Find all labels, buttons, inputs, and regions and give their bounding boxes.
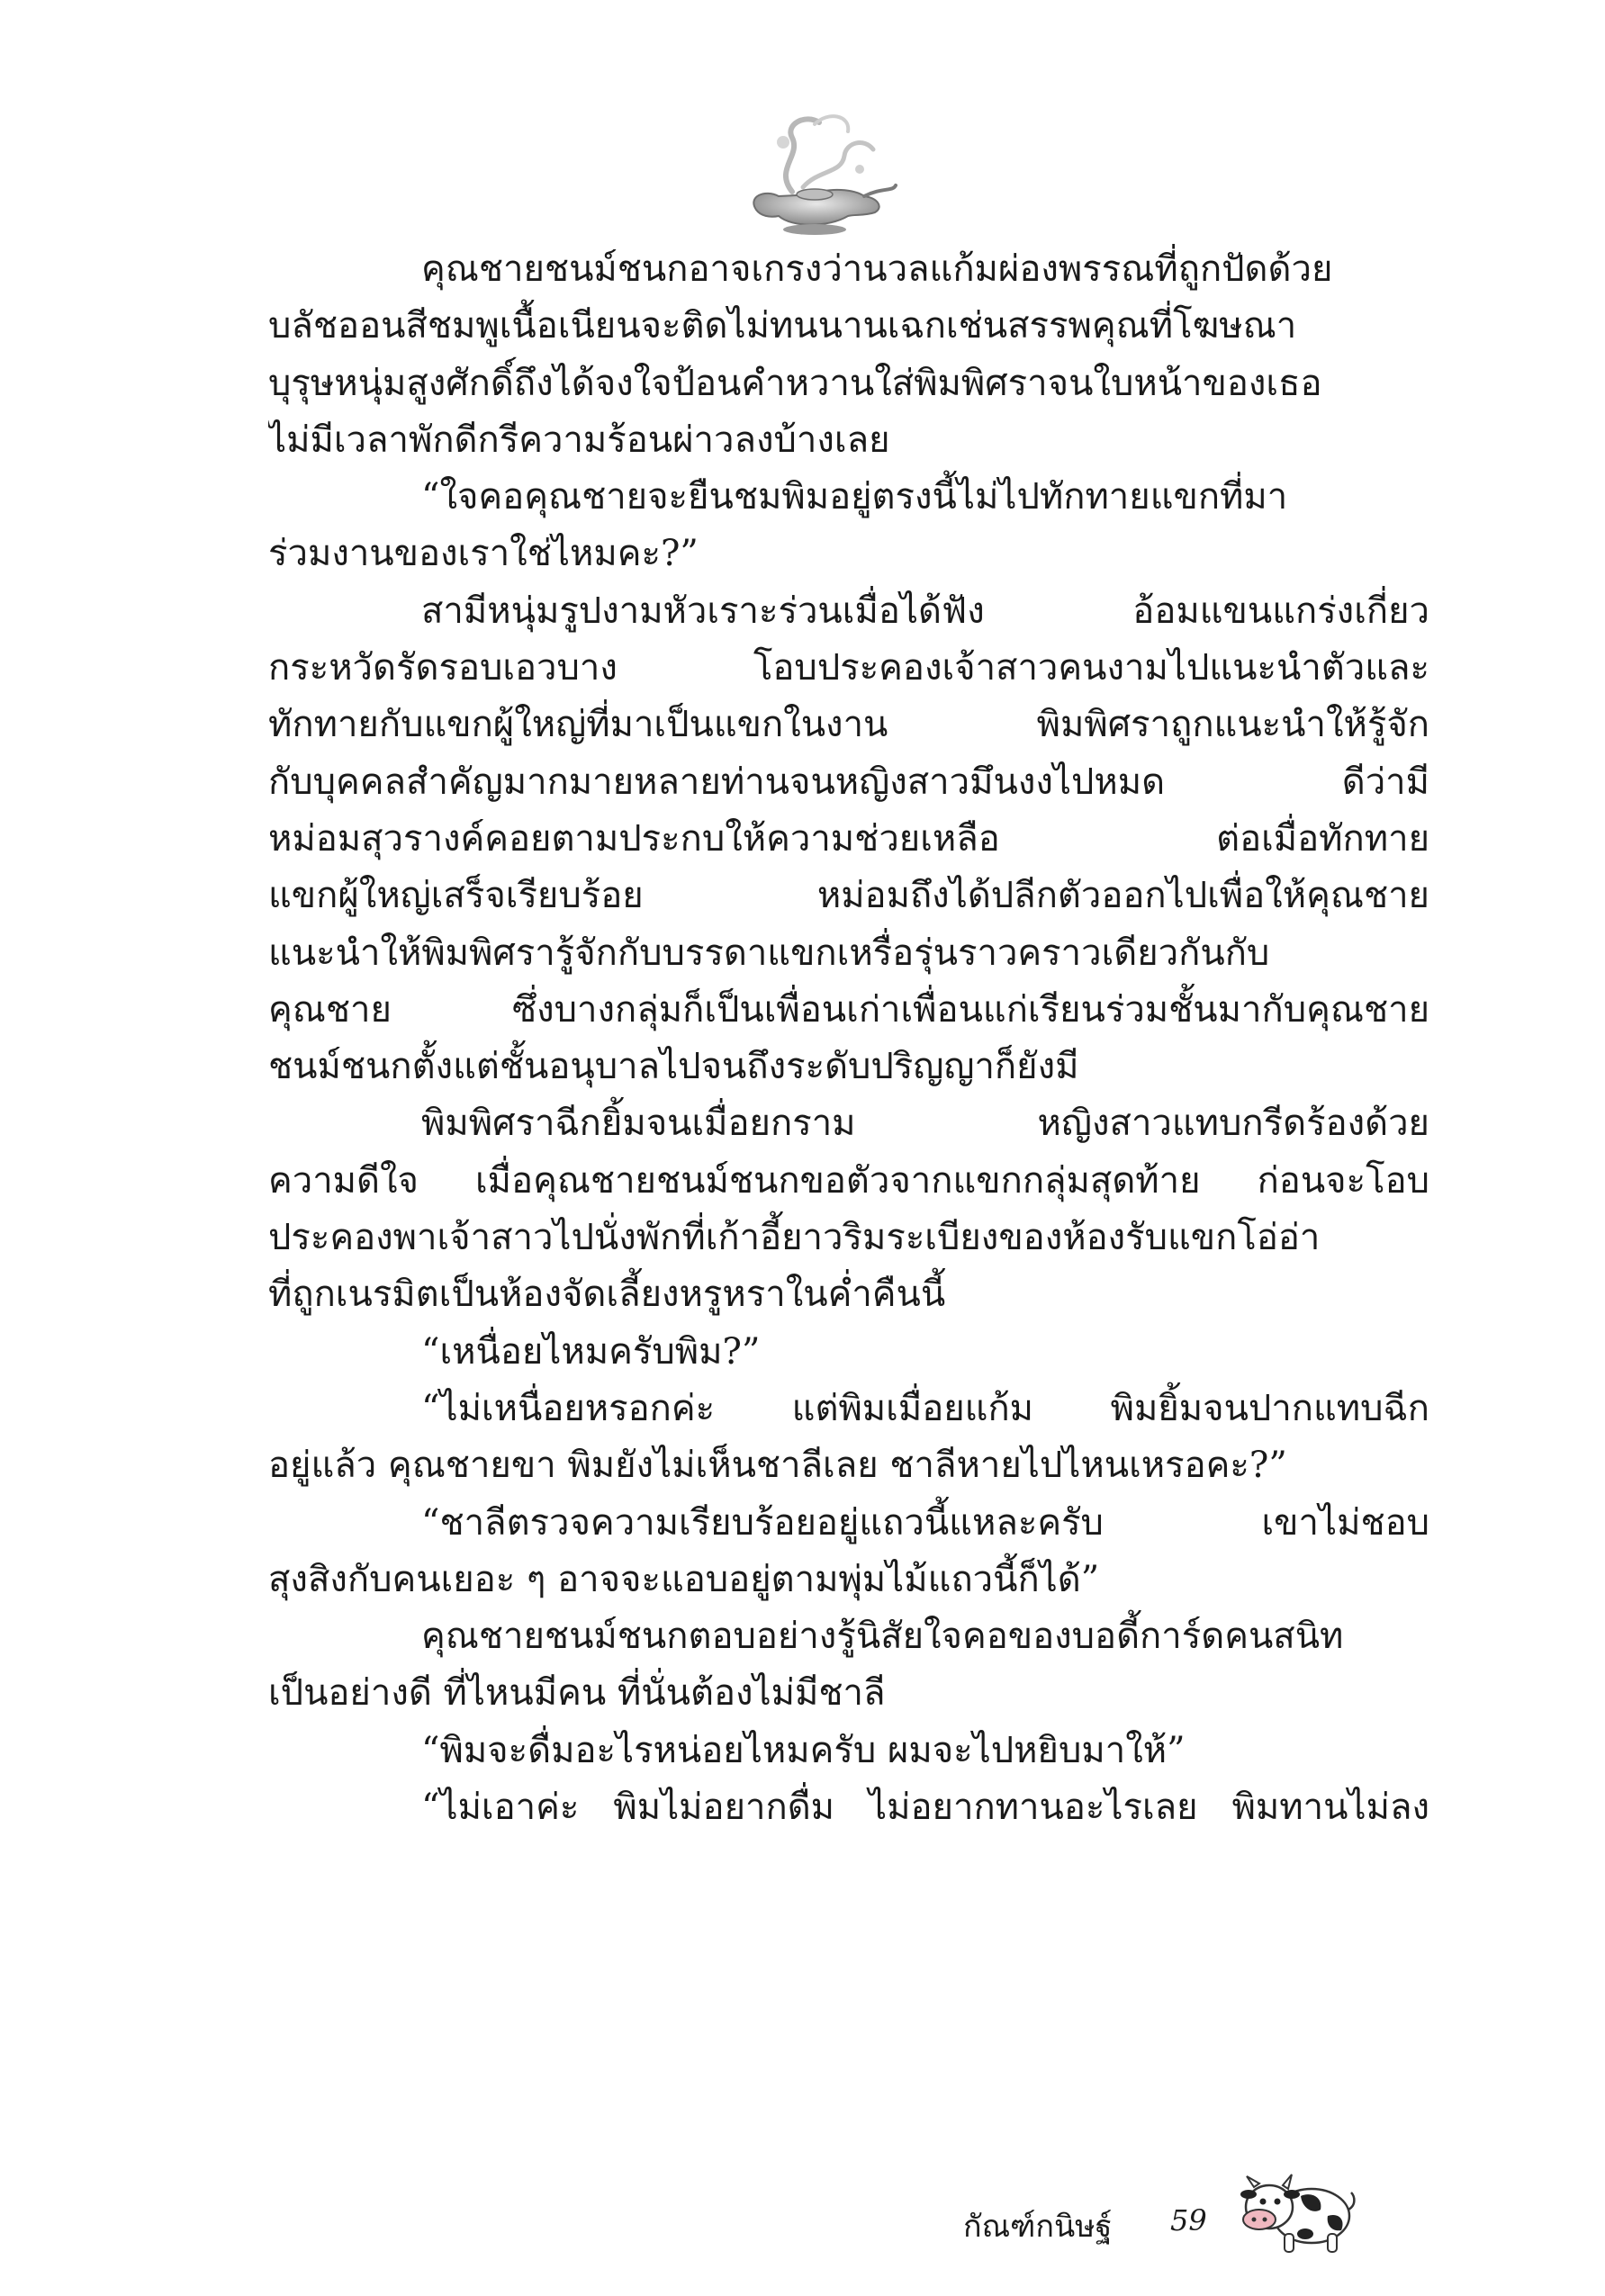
text-line: ประคองพาเจ้าสาวไปนั่งพักที่เก้าอี้ยาวริมระเบียงของห้องรับแขกโอ่อ่า <box>268 1217 1321 1259</box>
text-line: “เหนื่อยไหมครับพิม?” <box>421 1330 761 1373</box>
text-line: ที่ถูกเนรมิตเป็นห้องจัดเลี้ยงหรูหราในค่ำคืนนี้ <box>268 1274 946 1316</box>
text-line: อยู่แล้ว คุณชายขา พิมยังไม่เห็นชาลีเลย ชาลีหายไปไหนเหรอคะ?” <box>268 1445 1287 1487</box>
text-line: สามีหนุ่มรูปงามหัวเราะร่วนเมื่อได้ฟัง อ้อมแขนแกร่งเกี่ยว <box>421 590 1429 632</box>
text-line: กระหวัดรัดรอบเอวบาง โอบประคองเจ้าสาวคนงามไปแนะนำตัวและ <box>268 647 1429 689</box>
text-line: คุณชายชนม์ชนกตอบอย่างรู้นิสัยใจคอของบอดี้การ์ดคนสนิท <box>421 1616 1344 1658</box>
text-line: ร่วมงานของเราใช่ไหมคะ?” <box>268 533 699 575</box>
page-footer <box>936 2160 1413 2268</box>
book-title: กัณฑ์กนิษฐ์ <box>963 2209 1113 2245</box>
text-line: “ไม่เอาค่ะ พิมไม่อยากดื่ม ไม่อยากทานอะไรเลย พิมทานไม่ลง <box>421 1787 1429 1829</box>
text-line: บุรุษหนุ่มสูงศักดิ์ถึงได้จงใจป้อนคำหวานใส่พิมพิศราจนใบหน้าของเธอ <box>268 362 1322 404</box>
text-line: เป็นอย่างดี ที่ไหนมีคน ที่นั่นต้องไม่มีชาลี <box>268 1672 886 1715</box>
text-line: “พิมจะดื่มอะไรหน่อยไหมครับ ผมจะไปหยิบมาให้” <box>421 1729 1186 1771</box>
body-text <box>268 241 1429 1836</box>
genie-lamp-icon <box>729 106 900 241</box>
text-line: ชนม์ชนกตั้งแต่ชั้นอนุบาลไปจนถึงระดับปริญญาก็ยังมี <box>268 1046 1079 1088</box>
text-line: สุงสิงกับคนเยอะ ๆ อาจจะแอบอยู่ตามพุ่มไม้แถวนี้ก็ได้” <box>268 1558 1100 1600</box>
text-line: บลัชออนสีชมพูเนื้อเนียนจะติดไม่ทนนานเฉกเช่นสรรพคุณที่โฆษณา <box>268 305 1297 347</box>
text-line: กับบุคคลสำคัญมากมายหลายท่านจนหญิงสาวมึนงงไปหมด ดีว่ามี <box>268 761 1429 803</box>
text-line: คุณชาย ซึ่งบางกลุ่มก็เป็นเพื่อนเก่าเพื่อนแก่เรียนร่วมชั้นมากับคุณชาย <box>268 988 1429 1031</box>
text-line: “ใจคอคุณชายจะยืนชมพิมอยู่ตรงนี้ไม่ไปทักทายแขกที่มา <box>421 476 1288 518</box>
text-line: แนะนำให้พิมพิศรารู้จักกับบรรดาแขกเหรื่อรุ่นราวคราวเดียวกันกับ <box>268 932 1270 974</box>
text-line: ทักทายกับแขกผู้ใหญ่ที่มาเป็นแขกในงาน พิมพิศราถูกแนะนำให้รู้จัก <box>268 704 1429 746</box>
text-line: พิมพิศราฉีกยิ้มจนเมื่อยกราม หญิงสาวแทบกรีดร้องด้วย <box>421 1103 1429 1145</box>
text-line: ความดีใจ เมื่อคุณชายชนม์ชนกขอตัวจากแขกกลุ่มสุดท้าย ก่อนจะโอบ <box>268 1159 1429 1202</box>
cow-icon <box>1238 2160 1359 2264</box>
text-line: คุณชายชนม์ชนกอาจเกรงว่านวลแก้มผ่องพรรณที่ถูกปัดด้วย <box>421 248 1333 290</box>
page-number: 59 <box>1170 2203 1207 2237</box>
text-line: “ชาลีตรวจความเรียบร้อยอยู่แถวนี้แหละครับ เขาไม่ชอบ <box>421 1501 1429 1544</box>
text-line: หม่อมสุวรางค์คอยตามประกบให้ความช่วยเหลือ ต่อเมื่อทักทาย <box>268 817 1429 860</box>
text-line: ไม่มีเวลาพักดีกรีความร้อนผ่าวลงบ้างเลย <box>268 419 890 461</box>
text-line: “ไม่เหนื่อยหรอกค่ะ แต่พิมเมื่อยแก้ม พิมยิ้มจนปากแทบฉีก <box>421 1387 1429 1429</box>
text-line: แขกผู้ใหญ่เสร็จเรียบร้อย หม่อมถึงได้ปลีกตัวออกไปเพื่อให้คุณชาย <box>268 875 1429 917</box>
